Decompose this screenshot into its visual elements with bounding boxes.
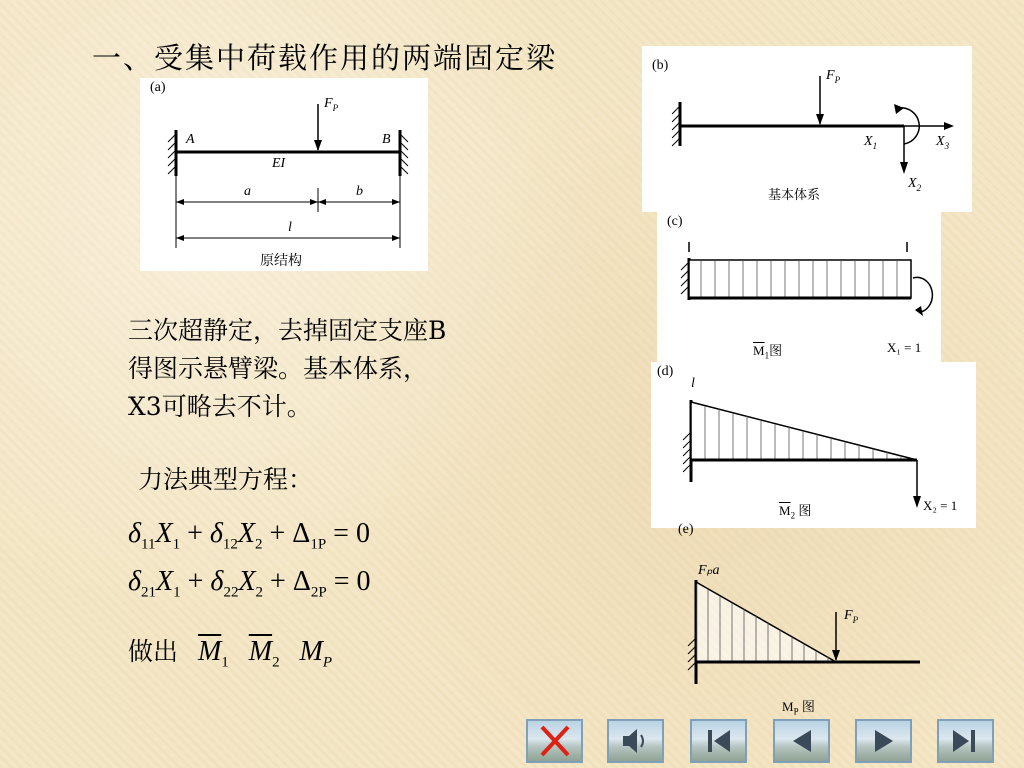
figure-e-drawing xyxy=(670,520,930,720)
figure-e-caption: $M_P$ 图 xyxy=(782,699,815,717)
support-a-label: A xyxy=(186,132,195,147)
figure-a-load-label: $F_P$ xyxy=(324,96,339,113)
x2-label: $X_2$ xyxy=(908,176,922,193)
previous-slide-icon xyxy=(775,721,828,761)
previous-slide-button[interactable] xyxy=(773,719,830,763)
speaker-icon xyxy=(609,721,662,761)
figure-e-tag: (e) xyxy=(678,522,694,537)
figure-d-m2-diagram xyxy=(651,362,976,528)
figure-a-tag: (a) xyxy=(150,80,166,95)
close-button[interactable] xyxy=(526,719,583,763)
figure-d-caption: $\overline{M}_2$ 图 xyxy=(779,503,812,521)
dim-a-label: a xyxy=(244,184,251,199)
x1-label: $X_1$ xyxy=(864,134,878,151)
x2-unit-label: X₂ = 1 xyxy=(923,498,958,513)
equation-1: $\delta_{11}X_1 + \delta_{12}X_2 + \Delta_{1P} = 0$ xyxy=(128,518,370,553)
next-slide-button[interactable] xyxy=(855,719,912,763)
support-b-label: B xyxy=(382,132,391,147)
dim-l-label: l xyxy=(288,220,292,235)
figure-d-tag: (d) xyxy=(657,364,674,379)
figure-e-top-label: Fₚa xyxy=(698,563,720,578)
figure-c-tag: (c) xyxy=(667,214,683,229)
figure-e-mp-diagram xyxy=(670,520,930,720)
figure-e-load-label: $F_P$ xyxy=(844,608,859,625)
make-diagrams-line: 做出 $\overline{M}_1$ $\overline{M}_2$ $M_P$ xyxy=(128,636,333,671)
figure-b-load-label: $F_P$ xyxy=(826,68,841,85)
slide-title: 一、受集中荷载作用的两端固定梁 xyxy=(92,41,558,75)
figure-a-caption: 原结构 xyxy=(260,254,302,269)
last-slide-icon xyxy=(939,721,992,761)
stiffness-label: EI xyxy=(272,156,286,171)
first-slide-button[interactable] xyxy=(690,719,747,763)
explanation-text xyxy=(128,312,446,426)
figure-a-original-structure xyxy=(140,78,428,271)
explanation-line-2: 得图示悬臂梁。基本体系， xyxy=(128,354,429,383)
dim-b-label: b xyxy=(356,184,363,199)
figure-b-caption: 基本体系 xyxy=(768,187,821,202)
figure-c-m1-diagram xyxy=(657,212,941,362)
figure-c-caption: $\overline{M}_1$图 xyxy=(753,343,783,361)
equation-heading: 力法典型方程： xyxy=(138,465,314,494)
figure-b-tag: (b) xyxy=(652,58,669,73)
x1-unit-label: X₁ = 1 xyxy=(887,340,922,355)
x3-label: $X_3$ xyxy=(936,134,950,151)
figure-d-top-label: l xyxy=(691,376,695,391)
sound-button[interactable] xyxy=(607,719,664,763)
close-icon xyxy=(528,721,581,761)
explanation-line-1: 三次超静定，去掉固定支座B xyxy=(128,316,447,345)
next-slide-icon xyxy=(857,721,910,761)
explanation-line-3: X3可略去不计。 xyxy=(128,392,312,421)
equation-2: $\delta_{21}X_1 + \delta_{22}X_2 + \Delta_{2P} = 0$ xyxy=(128,566,371,601)
figure-a-drawing xyxy=(140,78,428,271)
last-slide-button[interactable] xyxy=(937,719,994,763)
figure-b-basic-system xyxy=(642,46,972,212)
first-slide-icon xyxy=(692,721,745,761)
